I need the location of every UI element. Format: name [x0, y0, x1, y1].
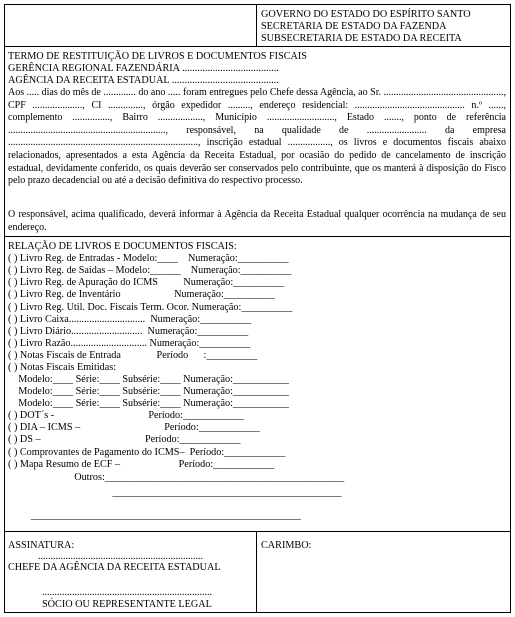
socio-label: SÓCIO OU REPRESENTANTE LEGAL [42, 599, 212, 610]
term-note: O responsável, acima qualificado, deverá informar à Agência da Receita Estadual qualquer ocorrência na mudança de seu endereço. [8, 209, 506, 233]
list-item: Modelo:____ Série:____ Subsérie:____ Numeração:___________ [8, 374, 289, 385]
carimbo-label: CARIMBO: [261, 540, 312, 551]
list-item: ( ) Livro Razão.............................. Numeração:__________ [8, 338, 251, 349]
list-item: ( ) Livro Reg. de Saídas – Modelo:______ Numeração:__________ [8, 265, 292, 276]
header-line-2: SECRETARIA DE ESTADO DA FAZENDA [261, 21, 447, 32]
list-item: ( ) Mapa Resumo de ECF – Período:____________ [8, 459, 275, 470]
list-item: ( ) Livro Caixa.............................. Numeração:__________ [8, 314, 252, 325]
signature-line-chefe: .................................................................. [38, 551, 203, 562]
footer-divider [256, 531, 257, 613]
term-title: TERMO DE RESTITUIÇÃO DE LIVROS E DOCUMENTOS FISCAIS [8, 51, 307, 62]
list-item: ( ) Notas Fiscais Emitidas: [8, 362, 117, 373]
chefe-label: CHEFE DA AGÊNCIA DA RECEITA ESTADUAL [8, 562, 221, 573]
header-line-3: SUBSECRETARIA DE ESTADO DA RECEITA [261, 33, 462, 44]
list-title: RELAÇÃO DE LIVROS E DOCUMENTOS FISCAIS: [8, 241, 237, 252]
list-item: Outros:_______________________________________________ [8, 472, 345, 483]
list-item: ( ) Comprovantes de Pagamento do ICMS– Período:____________ [8, 447, 286, 458]
gerencia-line: GERÊNCIA REGIONAL FAZENDÁRIA ...................................... [8, 63, 279, 74]
list-item: ( ) Livro Reg. de Entradas - Modelo:____ Numeração:__________ [8, 253, 289, 264]
list-item: ( ) DOT´s - Período:____________ [8, 410, 244, 421]
list-item: ( ) DS – Período:____________ [8, 434, 241, 445]
list-item: ( ) Livro Diário............................ Numeração:__________ [8, 326, 249, 337]
list-item: ( ) DIA – ICMS – Período:____________ [8, 422, 260, 433]
list-item: Modelo:____ Série:____ Subsérie:____ Numeração:___________ [8, 386, 289, 397]
list-item: ( ) Livro Reg. Util. Doc. Fiscais Term. Ocor. Numeração:__________ [8, 302, 293, 313]
term-body: Aos ..... dias do mês de ............. do ano ..... foram entregues pelo Chefe dessa Agência, ao Sr. ................................................, CPF ...................., CI .............., órgão expedidor ........., endereço residencial: ............................................ n.º ......, complemento ..............., Bairro .................., Município ..........................., Estado ......., ponto de referência ..............................................................., responsável, na qualidade de ........................ da empresa ............................................................................, inscrição estadual ................., os livros e documentos fiscais abaixo relacionados, apresentados a esta Agência da Receita Estadual, por ocasião do pedido de cancelamento de inscrição estadual, devidamente conferido, os quais deverão ser conservados pelo contribuinte, que os manterá à disposição do Fisco pelo prazo decadencial ou até a decisão definitiva do respectivo processo. [8, 87, 506, 187]
signature-line-socio: .................................................................... [42, 587, 212, 598]
agencia-line: AGÊNCIA DA RECEITA ESTADUAL .......................................... [8, 75, 279, 86]
assinatura-label: ASSINATURA: [8, 540, 75, 551]
list-item: _____________________________________________ [8, 487, 342, 498]
list-item: Modelo:____ Série:____ Subsérie:____ Numeração:___________ [8, 398, 289, 409]
list-item: _____________________________________________________ [8, 510, 301, 521]
list-item: ( ) Notas Fiscais de Entrada Período :__________ [8, 350, 258, 361]
header-line-1: GOVERNO DO ESTADO DO ESPÍRITO SANTO [261, 9, 471, 20]
header-divider [256, 4, 257, 47]
list-item: ( ) Livro Reg. de Inventário Numeração:__________ [8, 289, 275, 300]
list-item: ( ) Livro Reg. de Apuração do ICMS Numeração:__________ [8, 277, 285, 288]
